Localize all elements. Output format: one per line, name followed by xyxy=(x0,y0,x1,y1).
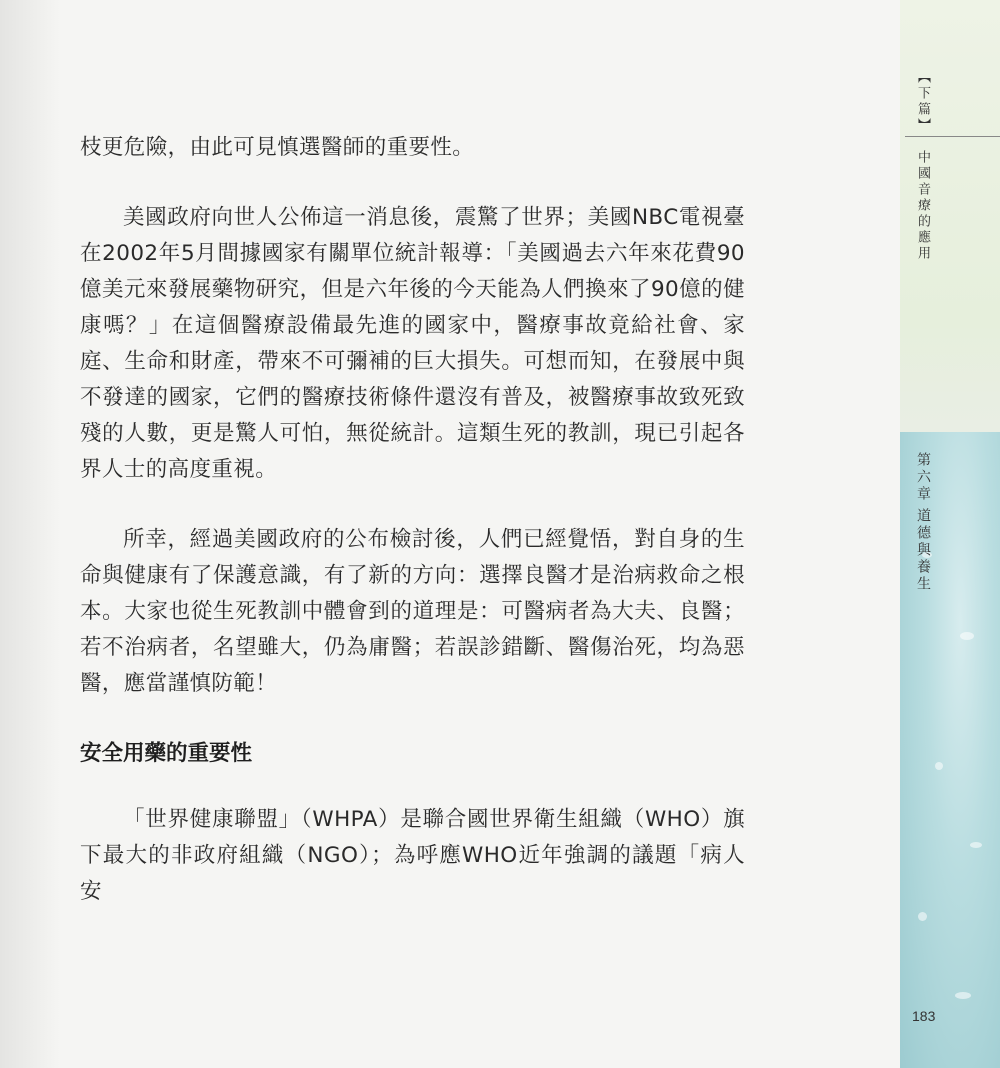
paragraph-3: 所幸，經過美國政府的公布檢討後，人們已經覺悟，對自身的生命與健康有了保護意識，有了新的方向：選擇良醫才是治病救命之根本。大家也從生死教訓中體會到的道理是：可醫病者為大夫、良醫；若不治病者，名望雖大，仍為庸醫；若誤診錯斷、醫傷治死，均為惡醫，應當謹慎防範！ xyxy=(80,527,745,696)
section-mark: 【下篇】 xyxy=(915,70,930,134)
chapter-title: 道德與養生 xyxy=(915,508,931,593)
paragraph-4: 「世界健康聯盟」（WHPA）是聯合國世界衛生組織（WHO）旗下最大的非政府組織（NGO）；為呼應WHO近年強調的議題「病人安 xyxy=(80,807,745,904)
book-section-label: 中國音療的應用 xyxy=(915,150,930,262)
paragraph-2: 美國政府向世人公佈這一消息後，震驚了世界；美國NBC電視臺在2002年5月間據國家有關單位統計報導：「美國過去六年來花費90億美元來發展藥物研究，但是六年後的今天能為人們換來了90億的健康嗎？」在這個醫療設備最先進的國家中，醫療事故竟給社會、家庭、生命和財產，帶來不可彌補的巨大損失。可想而知，在發展中與不發達的國家，它們的醫療技術條件還沒有普及，被醫療事故致死致殘的人數，更是驚人可怕，無從統計。這類生死的教訓，現已引起各界人士的高度重視。 xyxy=(80,205,745,482)
main-text-block xyxy=(80,130,745,910)
page-number: 183 xyxy=(912,1008,936,1024)
section-heading: 安全用藥的重要性 xyxy=(80,741,253,766)
paragraph-1: 枝更危險，由此可見慎選醫師的重要性。 xyxy=(80,135,475,160)
chapter-number: 第六章 xyxy=(915,452,931,503)
page-gutter-shade xyxy=(0,0,60,1068)
sidebar-divider xyxy=(905,136,1000,137)
